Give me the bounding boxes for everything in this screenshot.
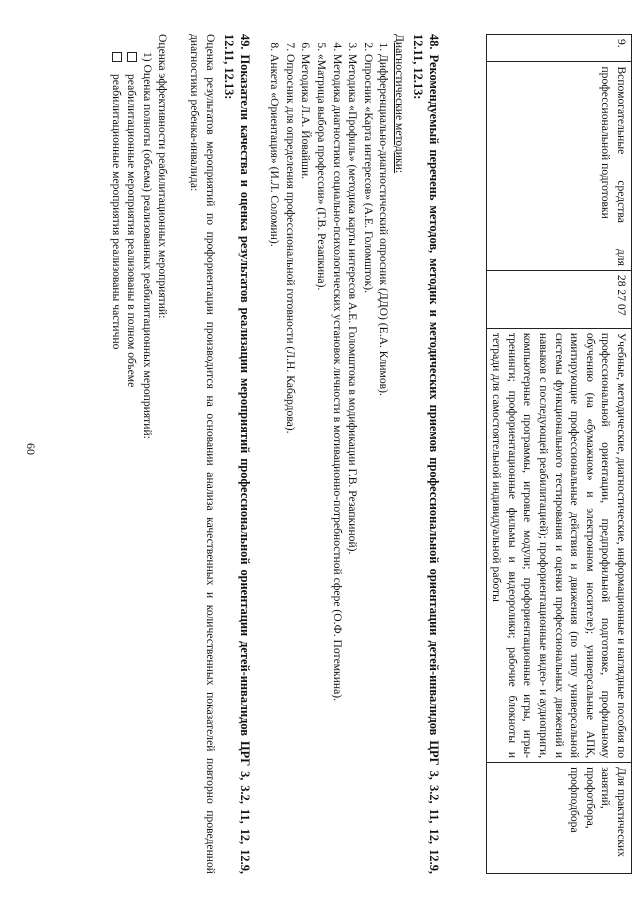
item-note: Для практических занятий, профотбора, профподбора [486, 763, 631, 874]
list-item: 7. Опросник для определения профессиональной готовности (Л.Н. Кабардова). [282, 54, 298, 874]
section-48-heading: 48. Рекомендуемый перечень методов, методик и методических приемов профессиональной ориентации детей-инвалидов ЦРГ 3, 3.2, 11, 12, 12.9, 12.11, 12.13: [411, 34, 441, 874]
item-name: Вспомогательные средства для профессиональной подготовки [486, 62, 631, 270]
checkbox-icon[interactable] [127, 52, 137, 62]
diagnostic-methods-subheading: Диагностические методики: [393, 34, 406, 174]
document-body [108, 34, 442, 874]
checkbox-row-full [124, 34, 140, 874]
list-item: 5. «Матрица выбора профессии» (Г.В. Резапкина). [313, 54, 329, 874]
checkbox-row-partial [108, 34, 124, 874]
item-description: Учебные, методические, диагностические, информационные и наглядные пособия по профессиональной ориентации, предпрофильной подготовке, профильному обучению (на «бумажном» и электронном носителе); универсальные АПК, имитирующие профессиональные действия и движения (по типу универсальной системы функционального тестирования и оценки профессиональных движений и навыков с последующей реабилитацией); профориентационные видео- и аудиоприги, компьютерные программы, игровые модули; профориентационные игры, игры-тренинги; профориентационные фильмы и видеоролики; рабочие блокноты и тетради для самостоятельной индивидуальной работы [486, 328, 631, 762]
checkbox-label: реабилитационные мероприятия реализованы в полном объеме [125, 74, 139, 388]
completeness-item: 1) Оценка полноты (объема) реализованных реабилитационных мероприятий: [140, 52, 154, 439]
list-item: 4. Методика диагностики социально-психологических установок личности в мотивационно-потребностной сфере (О.Ф. Потемкина). [329, 54, 345, 874]
effectiveness-title: Оценка эффективности реабилитационных мероприятий: [156, 34, 170, 319]
equipment-table [486, 34, 632, 874]
table-row [486, 35, 631, 874]
checkbox-icon[interactable] [112, 52, 122, 62]
checkbox-label: реабилитационные мероприятия реализованы частично [109, 74, 123, 350]
section-49-heading: 49. Показатели качества и оценка результатов реализации мероприятий профессиональной ориентации детей-инвалидов ЦРГ 3, 3.2, 11, 12, 12.9, 12.11, 12.13: [221, 34, 252, 874]
section-49-paragraph: Оценка результатов мероприятий по профориентации производится на основании анализа качественных и количественных показателей повторно проведенной диагностики ребенка-инвалида: [188, 34, 217, 874]
row-number: 9. [486, 35, 631, 62]
list-item: 3. Методика «Профиль» (методика карты интересов А.Е. Голомштока в модификации Г.В. Резапкиной). [345, 54, 361, 874]
list-item: 2. Опросник «Карта интересов» (А.Е. Голомшток). [360, 54, 376, 874]
item-code: 28 27 07 [486, 270, 631, 328]
list-item: 6. Методика Л.А. Йовайши. [298, 54, 314, 874]
list-item: 8. Анкета «Ориентация» (И.Л. Соломин). [267, 54, 283, 874]
diagnostic-methods-list [267, 34, 392, 874]
page-number: 60 [24, 443, 38, 455]
rotated-document-content [12, 34, 632, 874]
list-item: 1. Дифференциально-диагностический опросник (ДДО) (Е.А. Климов). [376, 54, 392, 874]
